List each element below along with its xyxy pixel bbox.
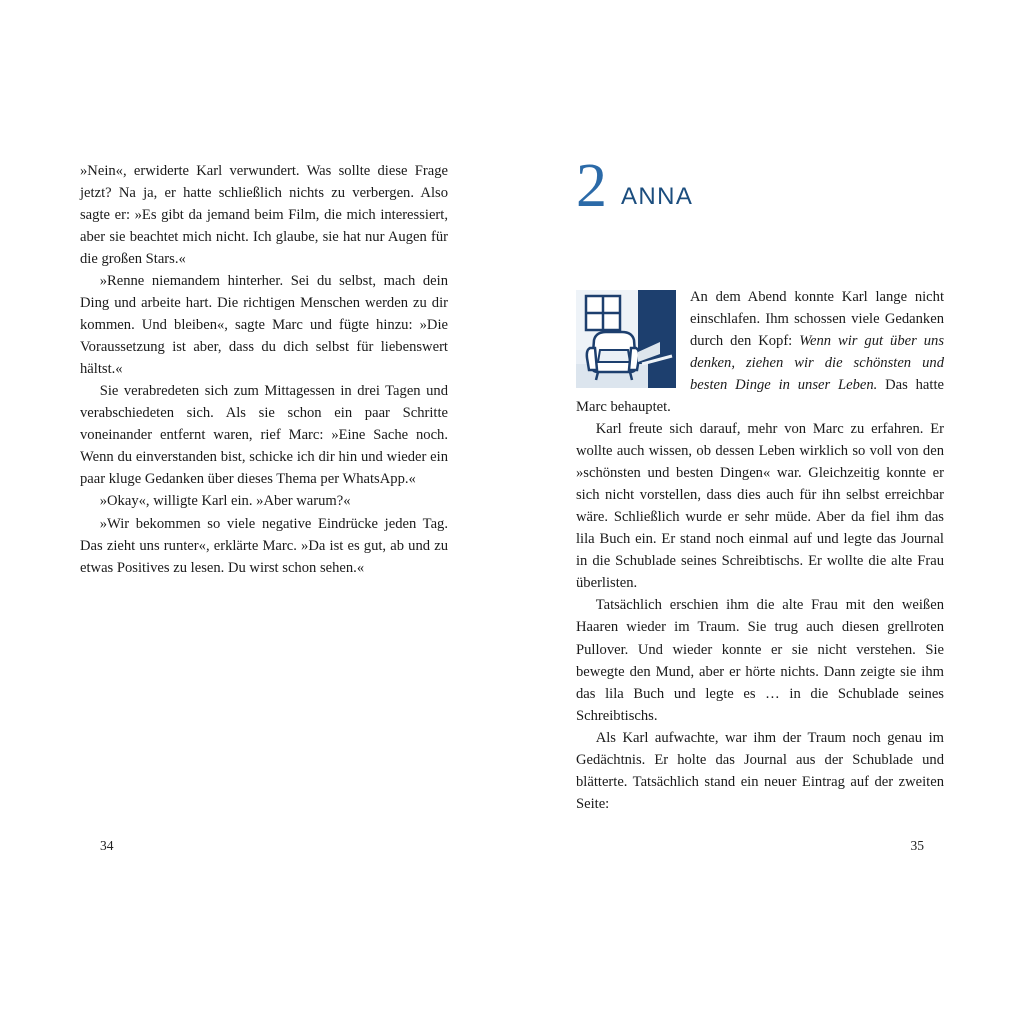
armchair-window-illustration xyxy=(576,290,676,388)
paragraph: Als Karl aufwachte, war ihm der Traum noch genau im Gedächtnis. Er holte das Journal aus der Schublade und blätterte. Tatsächlich stand ein neuer Eintrag auf der zweiten Seite: xyxy=(576,729,944,812)
page-number-left: 34 xyxy=(100,838,114,853)
chapter-heading xyxy=(576,152,944,224)
page-number-right: 35 xyxy=(910,838,924,853)
opening-text-part2: Das hatte Marc behauptet. xyxy=(576,377,944,416)
right-page-bodytext xyxy=(576,286,944,815)
chapter-title: ANNA xyxy=(621,183,694,210)
paragraph: Tatsächlich erschien ihm die alte Frau mit den weißen Haaren wieder im Traum. Sie trug auch diesen grellroten Pullover. Und wieder konnte er sie nicht verstehen. Sie bewegte den Mund, aber er hörte nichts. Dann zeigte sie ihm das lila Buch und legte es … in die Schublade seines Schreibtischs. xyxy=(576,597,944,724)
paragraph: Karl freute sich darauf, mehr von Marc zu erfahren. Er wollte auch wissen, ob dessen Leben wirklich so voll von den »schönsten und besten Dingen« war. Gleichzeitig konnte er sich nicht vorstellen, dass dies auch für ihn selbst erreichbar wäre. Schließlich wurde er sehr müde. Aber da fiel ihm das lila Buch ein. Er stand noch einmal auf und legte das Journal in die Schublade seines Schreibtischs. Er wollte die alte Frau überlisten. xyxy=(576,421,944,592)
paragraph: »Nein«, erwiderte Karl verwundert. Was sollte diese Frage jetzt? Na ja, er hatte schließlich nichts zu verbergen. Also sagte er: »Es gibt da jemand beim Film, die mich interessiert, aber sie beachtet mich nicht. Ich glaube, sie hat nur Augen für die großen Stars.« xyxy=(80,163,448,268)
paragraph: »Okay«, willigte Karl ein. »Aber warum?« xyxy=(99,493,351,510)
opening-text-part1: An dem Abend konnte Karl lange nicht einschlafen. Ihm schossen viele Gedanken durch den Kopf: xyxy=(690,289,944,350)
right-page xyxy=(512,0,1024,1024)
paragraph: Sie verabredeten sich zum Mittagessen in drei Tagen und verabschiedeten sich. Als sie schon ein paar Schritte voneinander entfernt waren, rief Marc: »Eine Sache noch. Wenn du einverstanden bist, schicke ich dir hin und wieder ein paar kluge Gedanken über dieses Thema per WhatsApp.« xyxy=(80,383,448,488)
opening-text-italic: Wenn wir gut über uns denken, ziehen wir die schönsten und besten Dinge in unser Leben. xyxy=(690,333,944,394)
left-page-bodytext xyxy=(80,160,448,579)
paragraph: »Wir bekommen so viele negative Eindrücke jeden Tag. Das zieht uns runter«, erklärte Marc. »Da ist es gut, ab und zu etwas Positives zu lesen. Du wirst schon sehen.« xyxy=(80,515,448,576)
paragraph: »Renne niemandem hinterher. Sei du selbst, mach dein Ding und arbeite hart. Die richtigen Menschen werden zu dir kommen. Und bleiben«, sagte Marc und fügte hinzu: »Die Voraussetzung ist aber, dass du dich selbst für liebenswert hältst.« xyxy=(80,273,448,378)
chapter-number: 2 xyxy=(576,152,607,220)
